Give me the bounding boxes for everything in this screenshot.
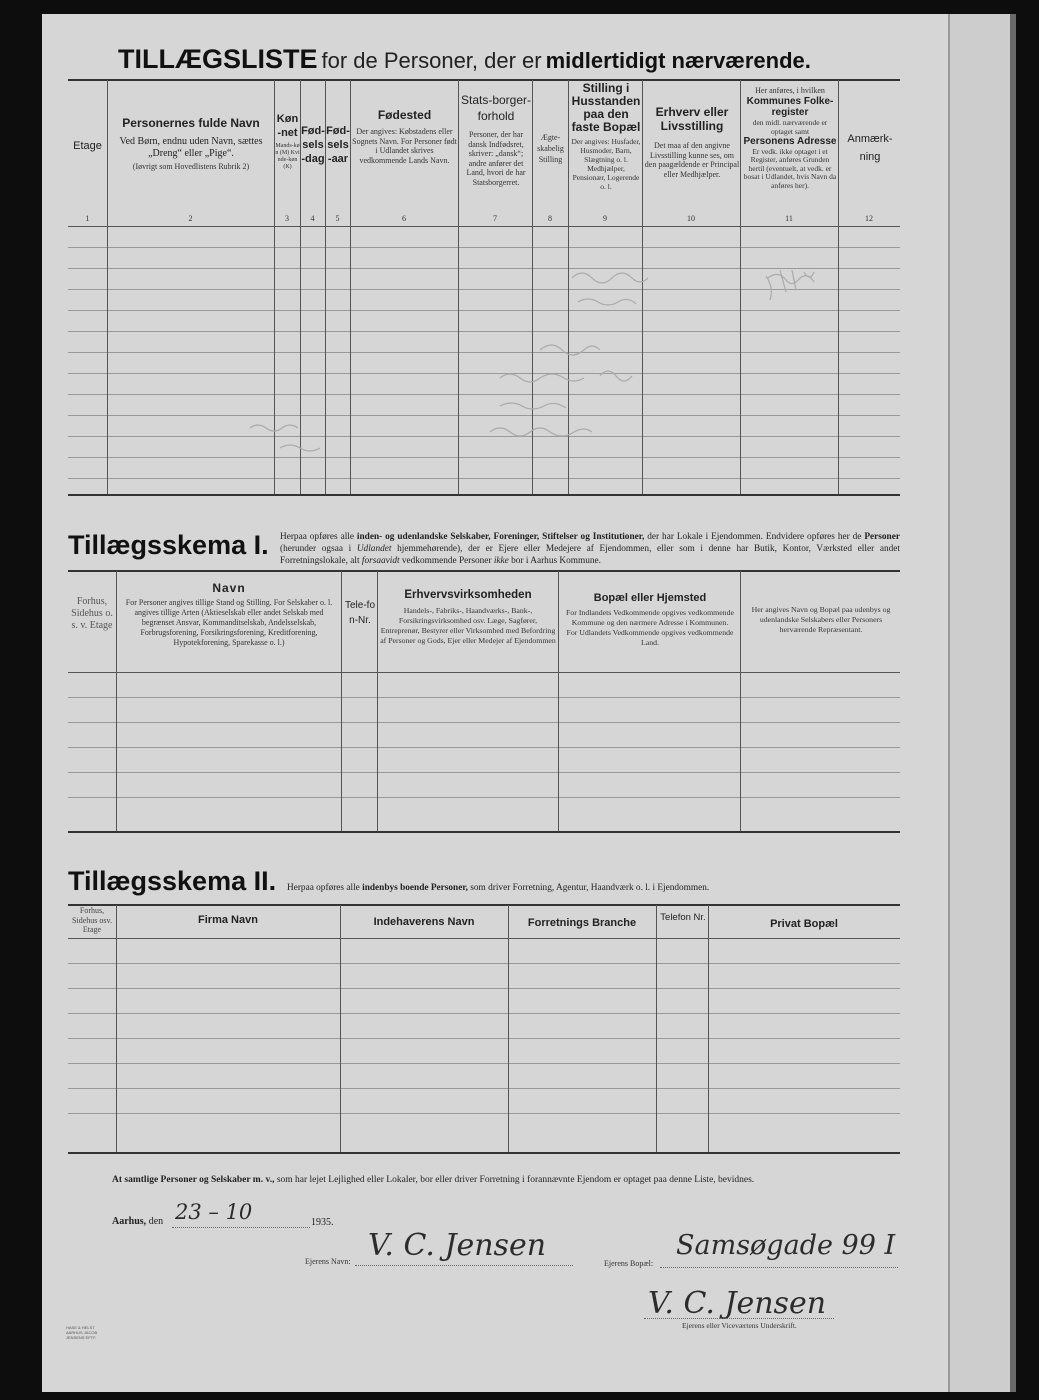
skema2-intro — [287, 883, 907, 893]
skema1-col-divider — [341, 571, 342, 831]
signature-label: Ejerens eller Viceværtens Underskrift. — [682, 1321, 797, 1330]
bleed-mark — [490, 428, 592, 436]
table1-row-rule — [68, 247, 900, 248]
skema1-intro-text: vedkommende Personer — [401, 556, 492, 566]
col-header-etage: Etage — [73, 140, 102, 152]
table1-header-rule — [68, 226, 900, 227]
skema1-col-residence-note: For Indlandets Vedkommende opgives vedkommende Kommune og den nærmere Adresse i Kommunen. — [566, 608, 734, 627]
skema1-col-representative — [748, 605, 894, 635]
skema2-row-rule — [68, 1088, 900, 1089]
bleed-mark — [540, 345, 600, 355]
skema1-intro-text: hjemmehørende), der er Ejere eller Medejere af Ejendommen, eller som — [397, 544, 695, 554]
skema1-col-business-title: Erhvervsvirksomheden — [404, 589, 532, 601]
skema1-col-phone: Tele-fon-Nr. — [344, 600, 375, 626]
skema1-col-residence-note2: For Udlandets Vedkommende opgives vedkommende Land. — [566, 628, 734, 647]
skema1-col-divider — [377, 571, 378, 831]
skema1-col-name-note: For Personer angives tillige Stand og Stilling. For Selskaber o. l. angives tillige Arten (Aktieselskab eller andet Selskab med begrænset Ansvar, Kommanditselskab, Andelsselskab, Forbrugsforening, Forsikringsforening, Kreditforening, Hypotekforening, Sparekasse o. l.) — [125, 598, 333, 647]
table1-row-rule — [68, 478, 900, 479]
owner-name-underline — [355, 1265, 573, 1266]
skema2-row-rule — [68, 1113, 900, 1114]
adjacent-page-strip — [948, 14, 1012, 1392]
col-header-registry-line1: Her anføres, i hvilken — [755, 86, 825, 95]
col-header-household-title: Stilling i Husstanden paa den faste Bopæl — [571, 81, 641, 134]
skema2-intro-text: Herpaa opføres alle — [287, 883, 360, 893]
col-number: 9 — [603, 214, 607, 223]
date-year: 1935. — [311, 1217, 334, 1228]
col-header-registry-line3: den midl. nærværende er optaget samt — [752, 117, 828, 136]
skema1-intro-bold: Personer — [864, 532, 900, 542]
skema2-col-firm: Firma Navn — [198, 914, 258, 926]
col-number: 3 — [285, 214, 289, 223]
skema1-row-rule — [68, 772, 900, 773]
skema1-intro-italic: forsaavidt — [361, 556, 400, 566]
col-number: 7 — [493, 214, 497, 223]
col-header-birthplace-title: Fødested — [377, 108, 432, 122]
col-header-birthyear — [326, 124, 350, 166]
skema1-intro-italic: ikke — [493, 556, 509, 566]
col-number: 10 — [687, 214, 695, 223]
col-header-name-title: Personernes fulde Navn — [122, 116, 260, 130]
skema1-row-rule — [68, 797, 900, 798]
col-number: 8 — [548, 214, 552, 223]
col-header-birthplace — [352, 108, 457, 165]
skema1-intro-text: bor i Aarhus Kommune. — [511, 556, 601, 566]
skema1-intro-text: i denne har Butik, Kontor, Værksted eller andet Forretningslokale, alt — [280, 544, 900, 566]
skema2-top-rule — [68, 904, 900, 906]
skema2-row-rule — [68, 1038, 900, 1039]
col-number: 6 — [402, 214, 406, 223]
skema2-header-rule — [68, 938, 900, 939]
signature-handwritten[interactable]: V. C. Jensen — [648, 1286, 827, 1321]
skema2-col-divider — [340, 905, 341, 1152]
owner-address-underline — [660, 1267, 898, 1268]
col-header-gender-note: Mands-køn (M) Kvinde-køn (K) — [275, 143, 300, 170]
bleed-mark — [500, 403, 566, 409]
date-handwritten[interactable]: 23 – 10 — [175, 1200, 253, 1224]
col-header-birthyear-title: Fød-sels-aar — [326, 125, 350, 165]
skema1-intro-text: (herunder ogsaa i — [280, 544, 352, 554]
skema1-col-business-note: Handels-, Fabriks-, Haandværks-, Bank-, Forsikringsvirksomhed osv. Læge, Sagfører, Entreprenør, Bestyrer eller Virksomhed med Befordring af Personer og Gods, Ejer eller Medejer af Ejendommen — [380, 606, 556, 645]
skema1-col-residence — [562, 591, 738, 648]
declaration-body: som har lejet Lejlighed eller Lokaler, bor eller driver Forretning i forannævnte Ejendom er optaget paa denne Liste, bevidnes. — [276, 1175, 755, 1185]
col-header-remarks-title: Anmærk-ning — [847, 133, 893, 163]
skema1-col-residence-title: Bopæl eller Hjemsted — [593, 592, 707, 604]
col-header-household — [570, 82, 642, 191]
col-header-gender — [275, 112, 300, 171]
owner-name-handwritten[interactable]: V. C. Jensen — [368, 1228, 547, 1263]
col-number: 5 — [335, 214, 340, 223]
skema2-col-phone: Telefon Nr. — [660, 912, 706, 923]
col-header-citizenship-note: Personer, der har dansk Indfødsret, skriver: „dansk“; andre anfører det Land, hvori de har Statsborgerret. — [466, 130, 526, 187]
col-number: 12 — [865, 214, 873, 223]
binding-edge — [1010, 14, 1016, 1392]
owner-name-label: Ejerens Navn: — [305, 1257, 351, 1266]
declaration-text — [112, 1175, 902, 1185]
page-title: TILLÆGSLISTE for de Personer, der er midlertidigt nærværende. — [118, 44, 811, 74]
skema1-intro — [280, 531, 900, 567]
bleed-through-marks — [200, 260, 900, 470]
col-header-marital — [533, 132, 568, 165]
printer-mark: HASE & HELST AARHUS JACOB JENSENS EFTF. — [66, 1325, 98, 1340]
skema1-col-etage: Forhus, Sidehus o. s. v. Etage — [71, 596, 113, 631]
skema1-intro-italic: Udlandet — [356, 544, 392, 554]
date-underline — [172, 1227, 310, 1228]
skema1-col-representative-note: Her angives Navn og Bopæl paa udenbys og udenlandske Selskabers eller Personers herværende Repræsentant. — [751, 605, 891, 634]
skema1-intro-text: der har Lokale i Ejendommen. — [647, 532, 763, 542]
col-header-household-note: Der angives: Husfader, Husmoder, Barn, Slægtning o. l. Medhjælper, Pensionær, Logerende o. l. — [571, 137, 641, 191]
date-line — [112, 1216, 163, 1227]
skema2-col-branch: Forretnings Branche — [527, 917, 637, 929]
col-header-registry-line4: Personens Adresse — [743, 135, 837, 147]
table1-bottom-rule — [68, 494, 900, 496]
skema2-row-rule — [68, 1063, 900, 1064]
skema1-col-divider — [558, 571, 559, 831]
skema2-col-etage: Forhus, Sidehus osv. Etage — [72, 906, 112, 934]
skema2-col-divider — [508, 905, 509, 1152]
skema2-col-address: Privat Bopæl — [770, 918, 838, 930]
col-number: 2 — [188, 214, 193, 223]
owner-address-label: Ejerens Bopæl: — [604, 1259, 654, 1268]
col-header-occupation — [644, 105, 740, 179]
col-header-birthplace-note: Der angives: Købstadens eller Sognets Navn. For Personer født i Udlandet skrives vedkommende Lands Navn. — [352, 127, 457, 165]
declaration-bold: At samtlige Personer og Selskaber m. v., — [112, 1175, 275, 1185]
col-header-citizenship — [460, 92, 532, 187]
skema2-row-rule — [68, 988, 900, 989]
date-city: Aarhus, — [112, 1216, 147, 1227]
skema2-intro-text: som driver Forretning, Agentur, Haandværk o. l. i Ejendommen. — [470, 883, 710, 893]
skema2-col-divider — [116, 905, 117, 1152]
owner-address-handwritten[interactable]: Samsøgade 99 I — [676, 1230, 896, 1261]
col-header-name-note2: (Iøvrigt som Hovedlistens Rubrik 2) — [132, 162, 250, 171]
skema1-row-rule — [68, 697, 900, 698]
col-header-remarks — [840, 130, 900, 166]
signature-underline — [644, 1318, 834, 1319]
skema2-title: Tillægsskema II. — [68, 866, 277, 896]
bleed-mark — [250, 425, 298, 431]
skema1-col-name-title: Navn — [212, 581, 246, 595]
col-header-registry — [742, 86, 838, 190]
table1-col-divider — [107, 80, 108, 494]
bleed-mark — [500, 374, 584, 382]
skema2-col-owner: Indehaverens Navn — [373, 916, 475, 928]
skema1-header-rule — [68, 672, 900, 673]
col-header-name-note: Ved Børn, endnu uden Navn, sættes „Dreng“ eller „Pige“. — [119, 136, 263, 159]
skema1-intro-text: Herpaa opføres alle — [280, 532, 354, 542]
bleed-mark — [280, 445, 320, 451]
skema1-intro-text: Endvidere opføres her de — [765, 532, 862, 542]
bleed-mark — [600, 371, 632, 381]
col-header-gender-title: Køn-net — [276, 113, 299, 139]
col-header-birthday-title: Fød-sels-dag — [301, 125, 325, 165]
bleed-mark — [766, 276, 771, 300]
skema1-row-rule — [68, 722, 900, 723]
skema2-col-divider — [656, 905, 657, 1152]
skema1-row-rule — [68, 747, 900, 748]
skema1-top-rule — [68, 570, 900, 572]
col-header-registry-note: Er vedk. ikke optaget i et Register, anføres Grunden hertil (eventuelt, at vedk. er bosat i Udlandet, hvis Navn da anføres her). — [743, 146, 837, 190]
col-header-registry-line2: Kommunes Folke-register — [746, 95, 834, 118]
skema1-col-business — [380, 588, 556, 646]
bleed-mark — [578, 299, 636, 305]
skema1-col-divider — [116, 571, 117, 831]
col-number: 1 — [85, 214, 90, 223]
col-header-occupation-title: Erhverv eller Livsstilling — [655, 105, 729, 133]
skema1-bottom-rule — [68, 831, 900, 833]
bleed-mark — [572, 273, 648, 283]
skema2-col-divider — [708, 905, 709, 1152]
skema1-col-name — [120, 581, 338, 648]
skema2-row-rule — [68, 963, 900, 964]
col-header-marital-title: Ægte-skabelig Stilling — [537, 133, 564, 164]
col-number: 11 — [785, 214, 793, 223]
col-header-birthday — [301, 124, 325, 166]
skema1-title: Tillægsskema I. — [68, 530, 269, 560]
skema2-row-rule — [68, 1013, 900, 1014]
col-header-name — [110, 116, 272, 172]
col-header-citizenship-title: Stats-borger-forhold — [460, 93, 532, 123]
col-number: 4 — [310, 214, 315, 223]
date-den: den — [148, 1216, 164, 1227]
col-header-occupation-note: Det maa af den angivne Livsstilling kunne ses, om den paagældende er Principal eller Medhjælper. — [644, 141, 740, 179]
skema2-bottom-rule — [68, 1152, 900, 1154]
skema1-intro-bold: inden- og udenlandske Selskaber, Foreninger, Stiftelser og Institutioner, — [356, 532, 645, 542]
skema1-col-divider — [740, 571, 741, 831]
table1-top-rule — [68, 79, 900, 81]
skema2-intro-bold: indenbys boende Personer, — [362, 883, 468, 893]
